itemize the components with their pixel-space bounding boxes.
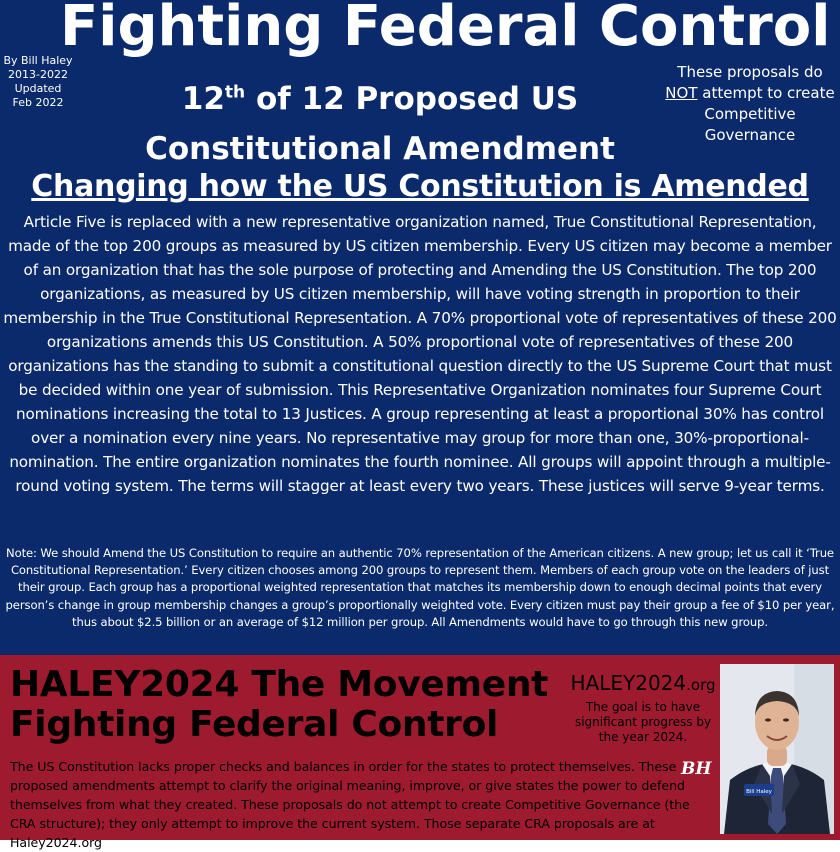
subtitle-line2: Constitutional Amendment [145, 131, 615, 167]
website-main: HALEY2024 [570, 671, 687, 695]
subtitle-ordinal: th [224, 82, 246, 103]
signature-text: BH [681, 759, 712, 779]
signature-icon [679, 757, 719, 779]
byline-updated: Updated [14, 82, 62, 95]
byline-years: 2013-2022 [8, 68, 68, 81]
author-photo [720, 664, 834, 834]
side-note-pre: These proposals do [677, 63, 823, 81]
author-portrait-icon [720, 664, 834, 834]
subtitle [120, 74, 640, 174]
main-title: Fighting Federal Control [60, 0, 831, 59]
byline-date: Feb 2022 [12, 96, 64, 109]
note-text: Note: We should Amend the US Constitution to require an authentic 70% representation of the American citizens. A new group; let us call it ‘True Constitutional Representation.’ Every citizen chooses among 200 groups to represent them. Members of each group vote on the leaders of just their group. Each group has a proportional weighted representation that matches its membership down to enough decimal points that every person’s change in group membership changes a group’s proportionally weighted vote. Every citizen must pay their group a fee of $10 per year, thus about $2.5 billion or an average of $12 million per group. All Amendments would have to go through this new group. [5, 546, 835, 629]
subtitle-line1 [120, 74, 640, 124]
subtitle-number: 12 [181, 81, 225, 117]
movement-title: HALEY2024 The Movement [10, 664, 549, 705]
subtitle-rest: of 12 Proposed US [245, 81, 579, 117]
goal-text: The goal is to have significant progress by the year 2024. [574, 700, 712, 744]
website-tld: .org [686, 676, 716, 694]
website-label [568, 670, 718, 698]
movement-subtitle: Fighting Federal Control [10, 704, 499, 745]
section-heading: Changing how the US Constitution is Amended [31, 169, 809, 204]
name-badge: Bill Haley [746, 789, 772, 795]
side-note [662, 62, 838, 146]
byline-author: By Bill Haley [3, 54, 73, 67]
footer-text: The US Constitution lacks proper checks and balances in order for the states to protect themselves. These proposed amendments attempt to clarify the original meaning, improve, or give states the power to defend themselves from what they created. These proposals do not attempt to create Competitive Governance (the CRA structure); they only attempt to improve the current system. Those separate CRA proposals are at Haley2024.org [10, 759, 690, 850]
byline [0, 54, 76, 110]
side-note-not: NOT [665, 84, 698, 102]
amendment-text: Article Five is replaced with a new representative organization named, True Constitutional Representation, made of the top 200 groups as measured by US citizen membership. Every US citizen may become a member of an organization that has the sole purpose of protecting and Amending the US Constitution. The top 200 organizations, as measured by US citizen membership, will have voting strength in proportion to their membership in the True Constitutional Representation. A 70% proportional vote of representatives of these 200 organizations amends this US Constitution. A 50% proportional vote of representatives of these 200 organizations has the standing to submit a constitutional question directly to the US Supreme Court that must be decided within one year of submission. This Representative Organization nominates four Supreme Court nominations increasing the total to 13 Justices. A group representing at least a proportional 30% has control over a nomination every nine years. No representative may group for more than one, 30%-proportional-nomination. The entire organization nominates the fourth nominee. All groups will appoint through a multiple-round voting system. The terms will stagger at least every two years. These justices will serve 9-year terms. [3, 213, 837, 495]
side-note-post: attempt to create Competitive Governance [697, 84, 835, 144]
